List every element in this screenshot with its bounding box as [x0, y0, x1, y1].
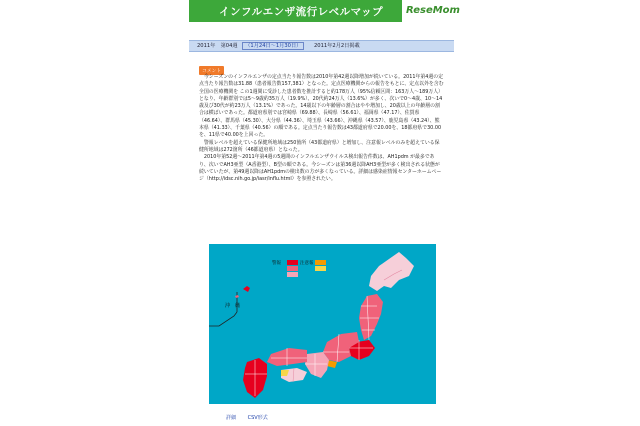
region-tohoku[interactable] [359, 294, 383, 340]
influenza-map[interactable] [209, 244, 436, 404]
comment-paragraph: 今シーズンのインフルエンザの定点当たり報告数は2010年第42週以降増加が続いている。2011年第4週の定点当たり報告数は31.88（患者報告数157,381）となった。定点医療機関からの報告をもとに、定点以外を含む全国の医療機関を この1週間に受診した患者数を推計すると約178万人（95%信頼区間：163万人〜189万人）となり、年齢群別では5〜9歳約35万人（19.9%）、20代約24万人（13.6%）が多く、次いで0〜4歳、10〜14歳及び30代が約23万人（13.1%）であった。14歳以下の年齢層の割合はやや増加し、20歳以上の年齢層の割合は横ばいであった。都道府県別では宮崎県（69.88）、長崎県（56.61）、福岡県（47.17）、佐賀県（46.64）、群馬県（45.30）、大分県（44.36）、埼玉県（43.66）、沖縄県（43.57）、鹿児島県（43.24）、熊本県（41.33）、千葉県（40.56）の順である。定点当たり報告数は43都道府県で20.00を、18都府県で30.00を、11県で40.00を上回った。 [199, 74, 444, 139]
page-title: インフルエンザ流行レベルマップ [219, 6, 384, 18]
week-range: （1月24日〜1月30日） [242, 42, 304, 50]
region-okinawa[interactable] [243, 286, 250, 292]
week-label: 2011年 第04週 [197, 43, 238, 49]
header-banner [189, 0, 460, 22]
comment-paragraph: 警報レベルを超えている保健所地域は250箇所（43都道府県）と増加し、注意報レベルのみを超えている保健所地域は272箇所（46都道府県）となった。 [199, 139, 440, 153]
legend-chuiho-high [315, 260, 326, 265]
comment-body [199, 74, 444, 183]
brand-logo[interactable]: ReseMom [402, 0, 464, 22]
region-hokkaido[interactable] [369, 252, 414, 291]
japan-map-svg [209, 244, 436, 404]
okinawa-label: 沖 縄 [225, 303, 241, 309]
report-date: 2011年2月2日掲載 [314, 43, 360, 49]
comment-badge: コメント [199, 66, 224, 75]
okinawa-inset-border [209, 312, 237, 326]
region-kansai[interactable] [305, 352, 329, 378]
legend-keiho-low [287, 272, 298, 277]
region-okinawa-islands[interactable] [235, 295, 239, 298]
legend-chuiho-low [315, 266, 326, 271]
legend-chuiho-label: 注意報 [300, 261, 314, 266]
csv-link[interactable]: CSV形式 [247, 415, 268, 421]
date-bar [189, 40, 454, 52]
legend-keiho-label: 警報 [272, 261, 281, 266]
legend-keiho-mid [287, 266, 298, 271]
detail-link[interactable]: 詳細 [226, 415, 237, 421]
bottom-links [226, 414, 278, 421]
comment-paragraph: 2010年第52週〜2011年第4週の5週間のインフルエンザウイルス検出報告件数は、AH1pdm が最多であり、次いでAH3亜型（A香港型）、B型の順である。今シーズンは第36週以降AH3亜型が多く検出される状態が続いていたが、第49週以降はAH1pdmの検出数の方が多くなっている。詳細は感染症情報センターホームページ（http://idsc.nih.go.jp/iasr/influ.html）を参照されたい。 [199, 154, 442, 183]
legend-keiho-high [287, 260, 298, 265]
